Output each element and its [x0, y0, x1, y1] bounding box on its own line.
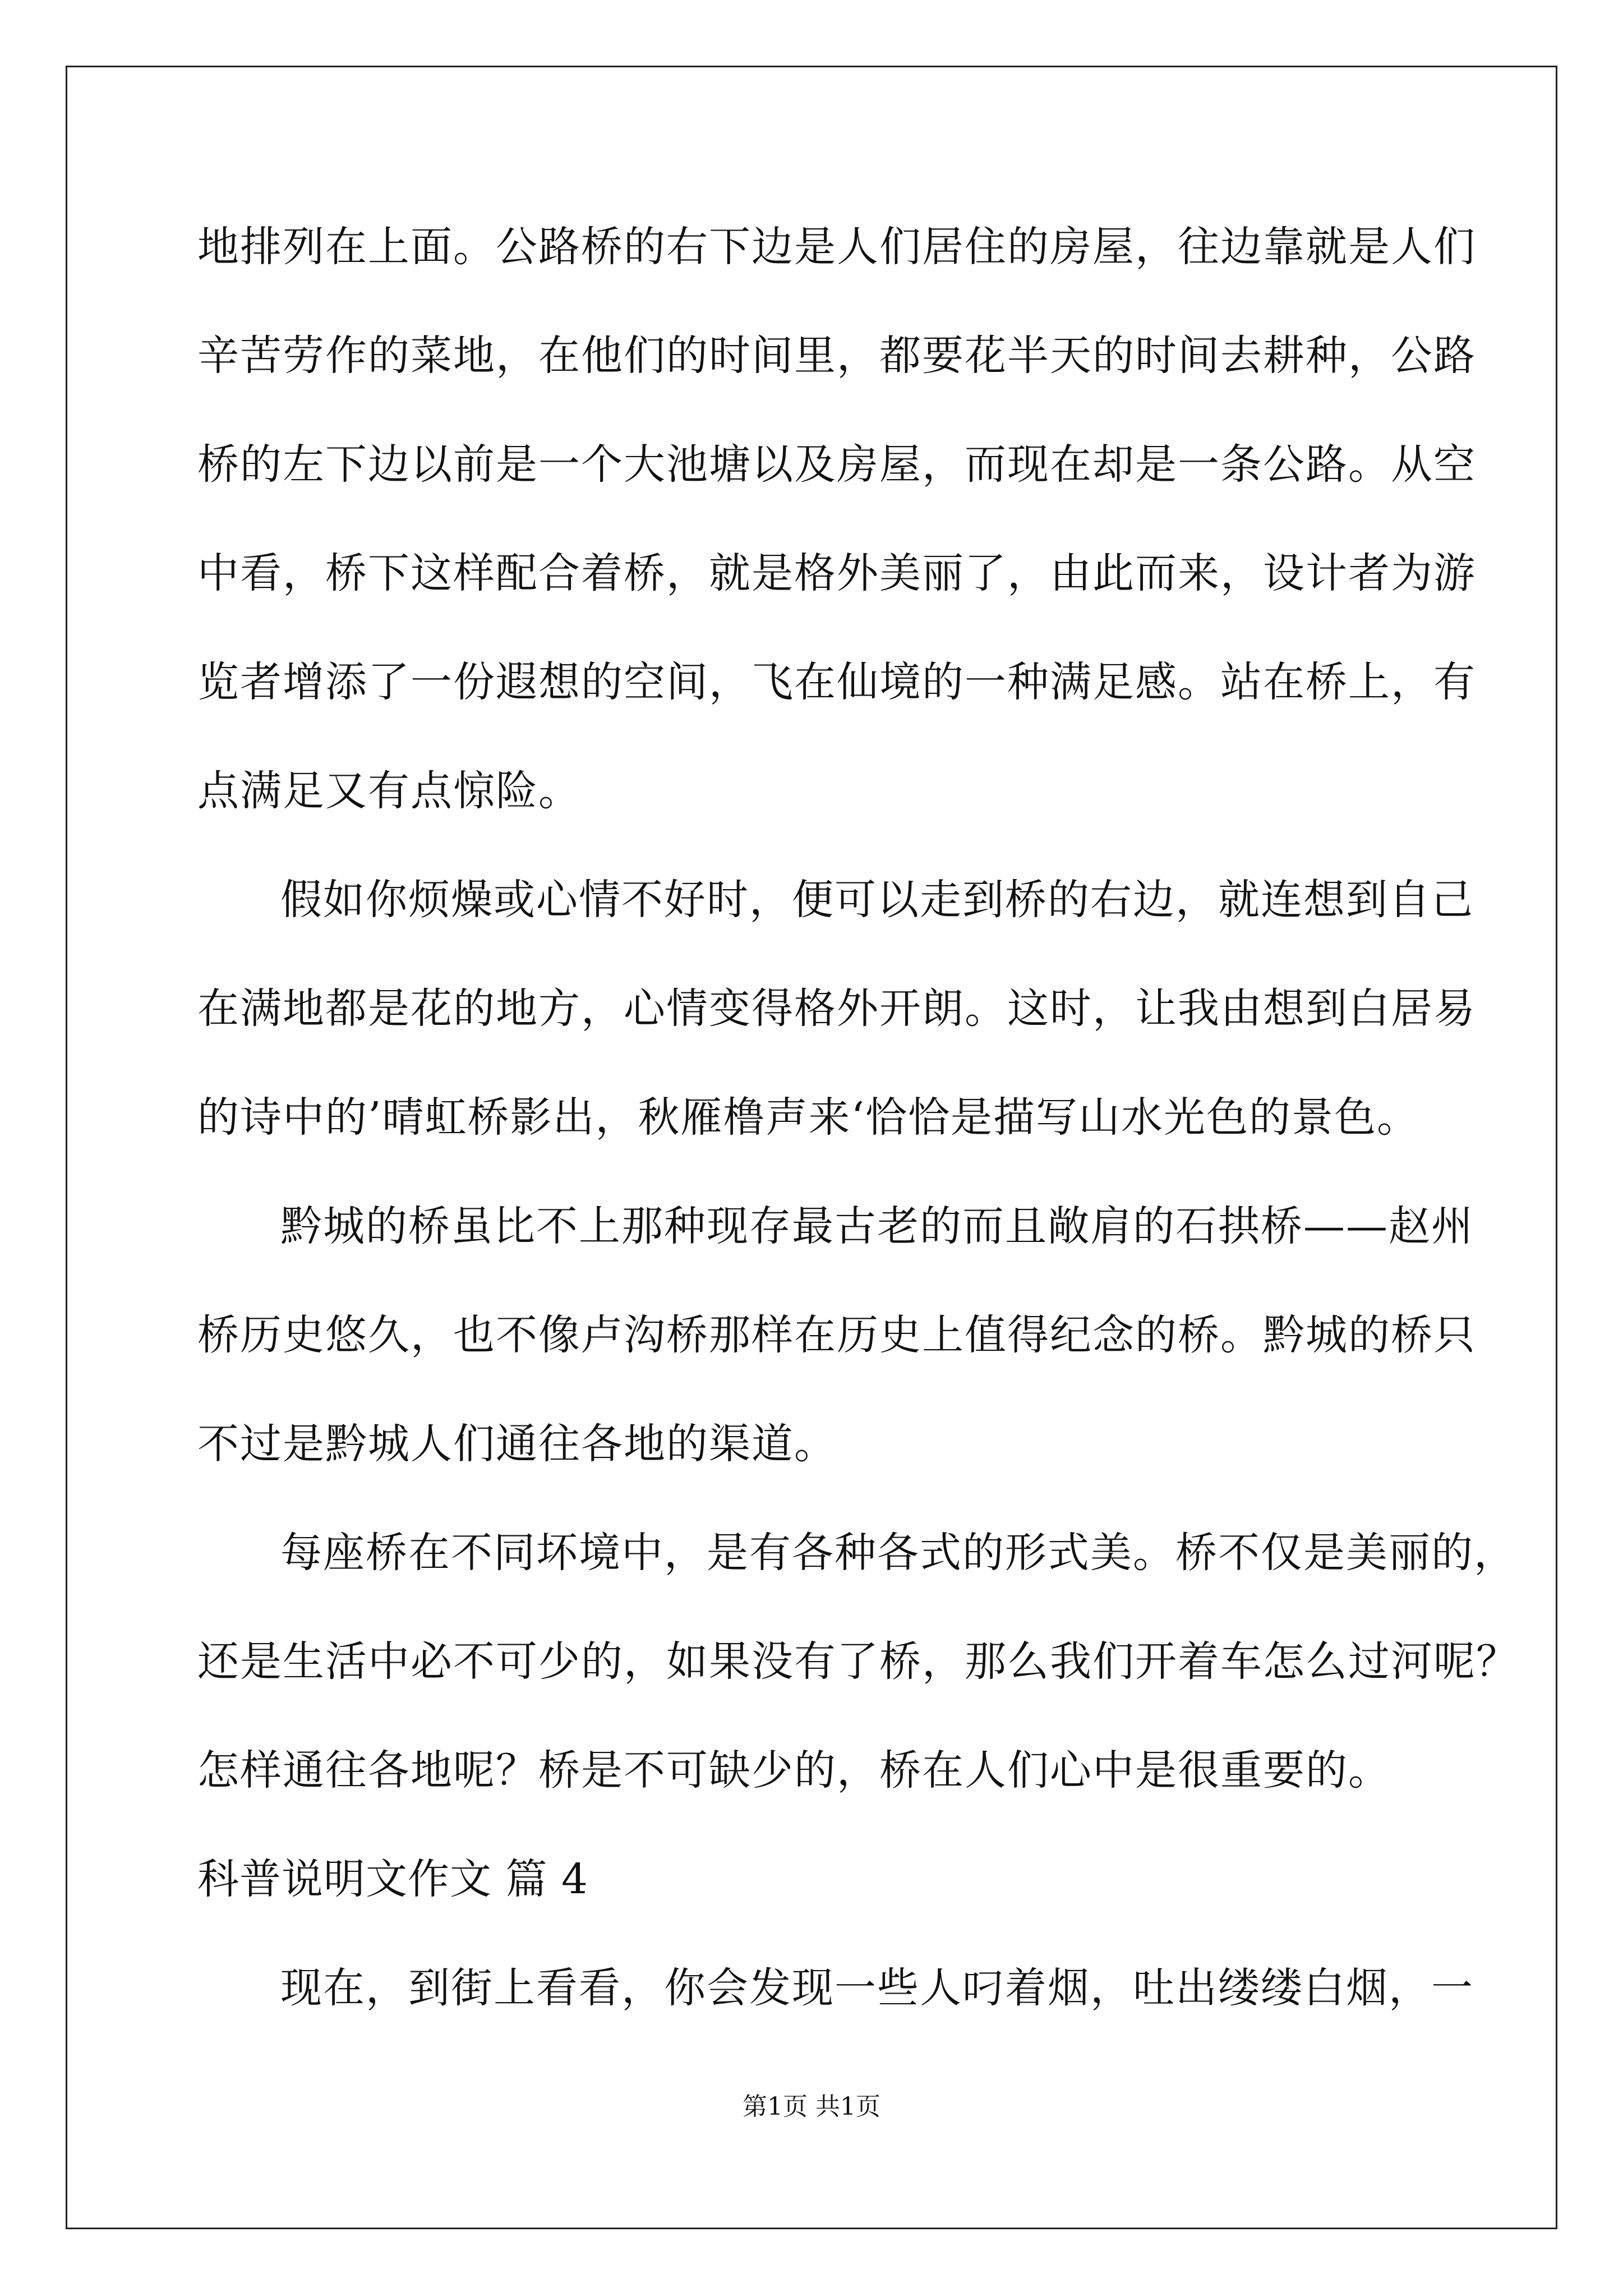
text-line: 点满足又有点惊险。 [197, 767, 581, 815]
text-line: 在满地都是花的地方，心情变得格外开朗。这时，让我由想到白居易 [197, 984, 1476, 1033]
text-line: 怎样通往各地呢？桥是不可缺少的，桥在人们心中是很重要的。 [197, 1746, 1391, 1795]
paragraph-first-line: 现在，到街上看看，你会发现一些人叼着烟，吐出缕缕白烟，一 [280, 1964, 1474, 2012]
text-line: 的诗中的’晴虹桥影出，秋雁橹声来‘恰恰是描写山水光色的景色。 [197, 1093, 1420, 1142]
page-footer: 第1页 共1页 [743, 2092, 880, 2121]
text-line: 桥历史悠久，也不像卢沟桥那样在历史上值得纪念的桥。黔城的桥只 [197, 1311, 1476, 1359]
text-line: 地排列在上面。公路桥的右下边是人们居住的房屋，往边靠就是人们 [197, 223, 1476, 271]
text-line: 览者增添了一份遐想的空间，飞在仙境的一种满足感。站在桥上，有 [197, 658, 1476, 706]
document-body [197, 213, 1519, 2063]
text-line: 中看，桥下这样配合着桥，就是格外美丽了，由此而来，设计者为游 [197, 549, 1476, 597]
paragraph-first-line: 黔城的桥虽比不上那种现存最古老的而且敞肩的石拱桥——赵州 [280, 1202, 1474, 1250]
section-heading: 科普说明文作文 篇 4 [197, 1855, 589, 1903]
text-line: 不过是黔城人们通往各地的渠道。 [197, 1420, 837, 1468]
text-line: 还是生活中必不可少的，如果没有了桥，那么我们开着车怎么过河呢？ [197, 1637, 1519, 1686]
text-line: 桥的左下边以前是一个大池塘以及房屋，而现在却是一条公路。从空 [197, 440, 1476, 489]
paragraph-first-line: 每座桥在不同坏境中，是有各种各式的形式美。桥不仅是美丽的， [280, 1529, 1516, 1577]
text-line: 辛苦劳作的菜地，在他们的时间里，都要花半天的时间去耕种，公路 [197, 332, 1476, 380]
paragraph-first-line: 假如你烦燥或心情不好时，便可以走到桥的右边，就连想到自己 [280, 876, 1474, 924]
